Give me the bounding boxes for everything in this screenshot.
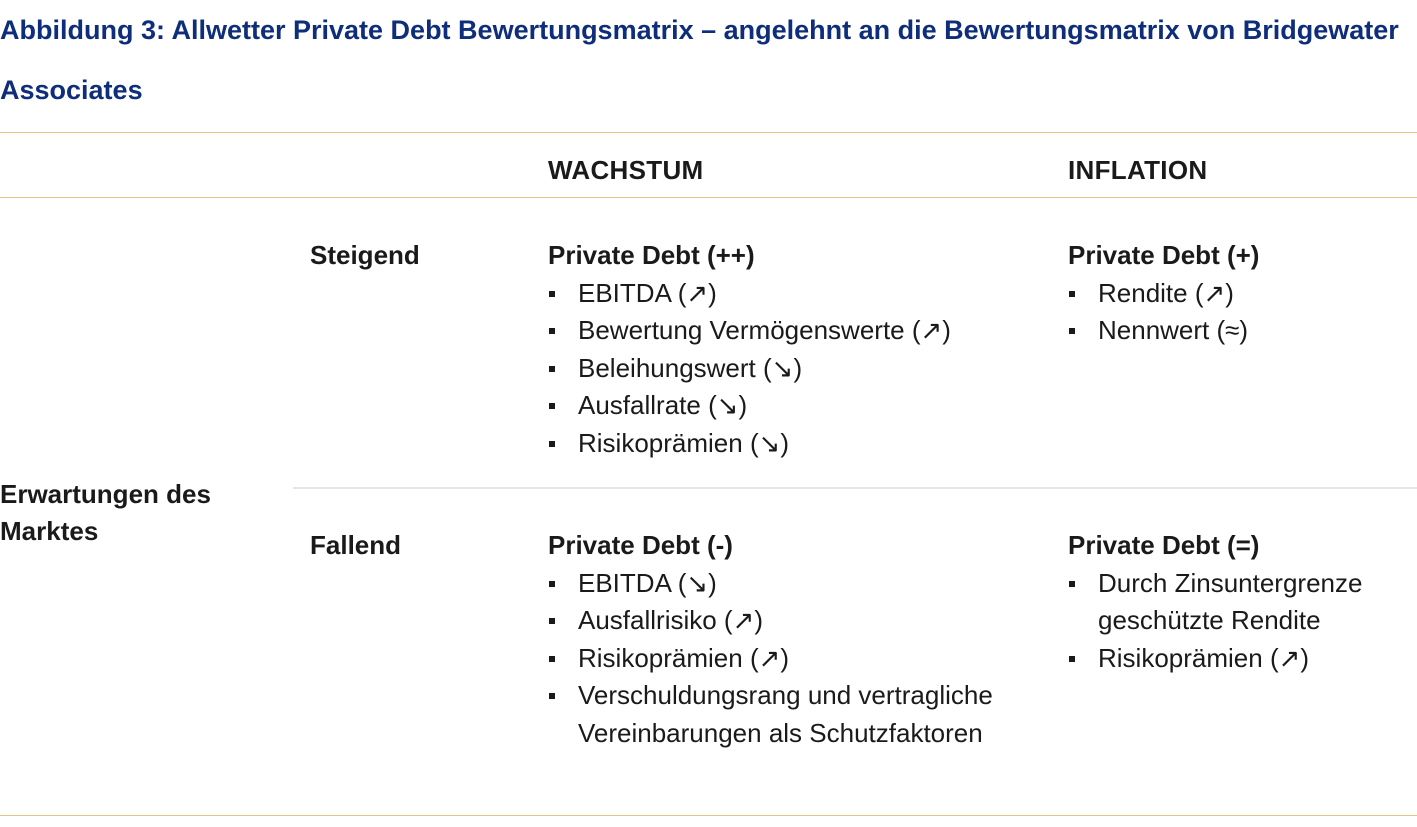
list-item: Ausfallrisiko (↗) bbox=[548, 602, 1018, 640]
header-rule bbox=[0, 197, 1417, 198]
list-item: Nennwert (≈) bbox=[1068, 312, 1408, 350]
bullet-list bbox=[1068, 275, 1408, 350]
list-item: EBITDA (↗) bbox=[548, 275, 1028, 313]
bullet-list bbox=[548, 275, 1028, 463]
list-item: Beleihungswert (↘) bbox=[548, 350, 1028, 388]
column-header-growth: WACHSTUM bbox=[548, 155, 704, 185]
list-item: Verschuldungsrang und vertragliche Vereinbarungen als Schutzfaktoren bbox=[548, 677, 1018, 752]
bottom-rule bbox=[0, 815, 1417, 816]
cell-falling-growth bbox=[548, 527, 1018, 752]
bullet-list bbox=[548, 565, 1018, 753]
cell-heading: Private Debt (++) bbox=[548, 240, 755, 270]
cell-rising-growth bbox=[548, 237, 1028, 462]
scenario-falling: Fallend bbox=[310, 530, 402, 560]
figure-title: Abbildung 3: Allwetter Private Debt Bewertungsmatrix – angelehnt an die Bewertungsmatrix von Bridgewater Associates bbox=[0, 15, 1399, 105]
scenario-rising: Steigend bbox=[310, 240, 420, 270]
row-divider bbox=[293, 487, 1417, 489]
list-item: Bewertung Vermögenswerte (↗) bbox=[548, 312, 1028, 350]
column-header-inflation: INFLATION bbox=[1068, 155, 1208, 185]
top-rule bbox=[0, 132, 1417, 133]
list-item: Risikoprämien (↗) bbox=[548, 640, 1018, 678]
cell-heading: Private Debt (=) bbox=[1068, 530, 1260, 560]
cell-falling-inflation bbox=[1068, 527, 1408, 677]
row-label-market-expectations: Erwartungen des Marktes bbox=[0, 479, 211, 546]
cell-heading: Private Debt (+) bbox=[1068, 240, 1260, 270]
bullet-list bbox=[1068, 565, 1408, 678]
cell-heading: Private Debt (-) bbox=[548, 530, 733, 560]
list-item: EBITDA (↘) bbox=[548, 565, 1018, 603]
list-item: Risikoprämien (↗) bbox=[1068, 640, 1408, 678]
list-item: Ausfallrate (↘) bbox=[548, 387, 1028, 425]
list-item: Durch Zinsuntergrenze geschützte Rendite bbox=[1068, 565, 1408, 640]
list-item: Rendite (↗) bbox=[1068, 275, 1408, 313]
list-item: Risikoprämien (↘) bbox=[548, 425, 1028, 463]
cell-rising-inflation bbox=[1068, 237, 1408, 350]
